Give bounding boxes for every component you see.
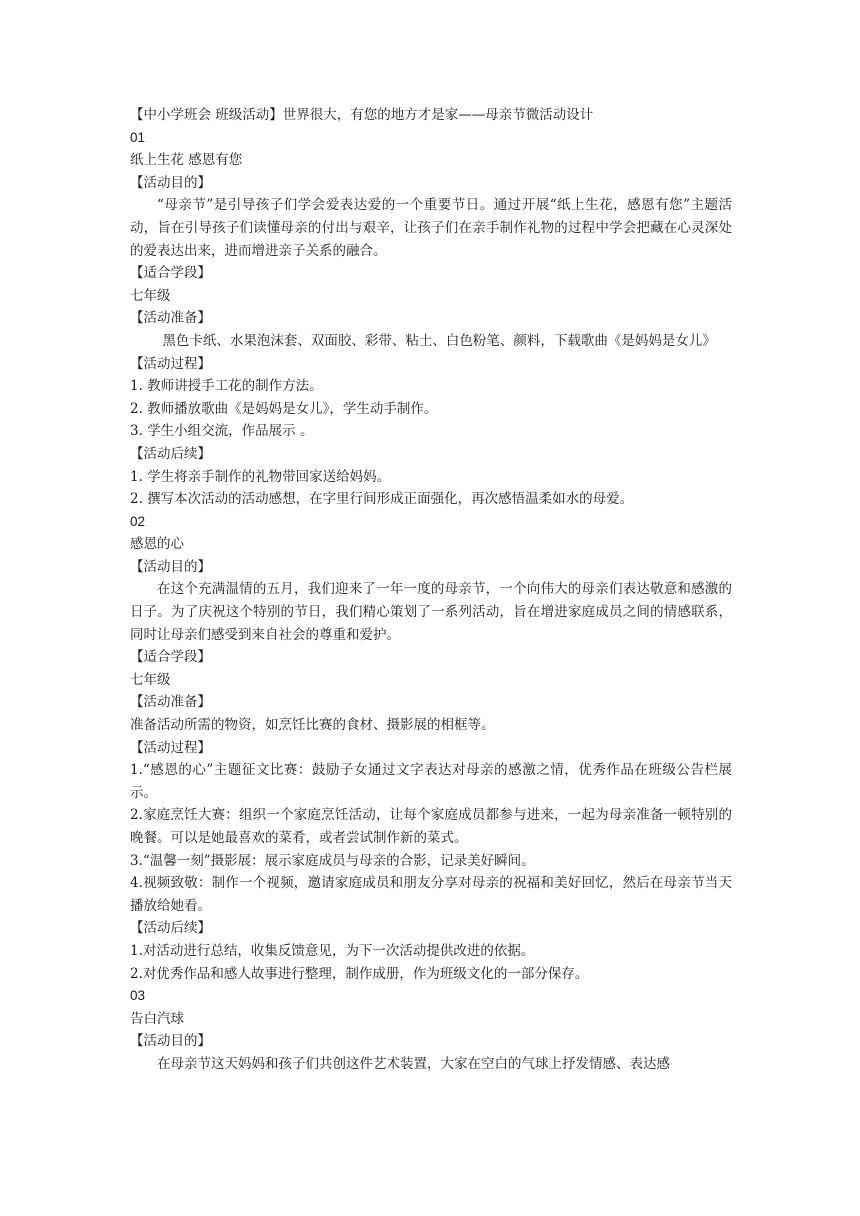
section-title: 纸上生花 感恩有您 — [130, 152, 243, 169]
followup-item: 1. 学生将亲手制作的礼物带回家送给妈妈。 — [130, 468, 391, 485]
process-item: 2.家庭烹饪大赛：组织一个家庭烹饪活动，让每个家庭成员都参与进来，一起为母亲准备一顿特别的晚餐。可以是她最喜欢的菜肴，或者尝试制作新的菜式。 — [130, 807, 732, 846]
followup-item: 1.对活动进行总结，收集反馈意见，为下一次活动提供改进的依据。 — [130, 942, 535, 959]
followup-heading: 【活动后续】 — [130, 920, 211, 937]
prep-heading: 【活动准备】 — [130, 694, 211, 711]
section-number: 03 — [130, 988, 146, 1004]
prep-paragraph: 准备活动所需的物资，如烹饪比赛的食材、摄影展的相框等。 — [130, 717, 495, 734]
prep-heading: 【活动准备】 — [130, 310, 211, 327]
process-item: 2. 教师播放歌曲《是妈妈是女儿》，学生动手制作。 — [130, 400, 438, 417]
stage-value: 七年级 — [130, 671, 171, 688]
stage-heading: 【适合学段】 — [130, 265, 211, 282]
section-number: 02 — [130, 513, 146, 529]
followup-heading: 【活动后续】 — [130, 445, 211, 462]
process-heading: 【活动过程】 — [130, 739, 211, 756]
section-number: 01 — [130, 129, 146, 145]
followup-item: 2. 撰写本次活动的活动感想，在字里行间形成正面强化，再次感悟温柔如水的母爱。 — [130, 491, 634, 508]
prep-paragraph: 黑色卡纸、水果泡沫套、双面胶、彩带、粘土、白色粉笔、颜料，下载歌曲《是妈妈是女儿》 — [162, 332, 716, 349]
stage-value: 七年级 — [130, 287, 171, 304]
purpose-paragraph: 在这个充满温情的五月，我们迎来了一年一度的母亲节，一个向伟大的母亲们表达敬意和感激的日子。为了庆祝这个特别的节日，我们精心策划了一系列活动，旨在增进家庭成员之间的情感联系，同时让母亲们感受到来自社会的尊重和爱护。 — [130, 581, 732, 643]
process-item: 1. 教师讲授手工花的制作方法。 — [130, 378, 323, 395]
followup-item: 2.对优秀作品和感人故事进行整理，制作成册，作为班级文化的一部分保存。 — [130, 965, 589, 982]
document-title: 【中小学班会 班级活动】世界很大，有您的地方才是家——母亲节微活动设计 — [130, 107, 594, 123]
purpose-paragraph: 在母亲节这天妈妈和孩子们共创这件艺术装置，大家在空白的气球上抒发情感、表达感 — [157, 1055, 670, 1072]
purpose-heading: 【活动目的】 — [130, 558, 211, 575]
process-item: 3.“温馨一刻”摄影展：展示家庭成员与母亲的合影，记录美好瞬间。 — [130, 852, 535, 869]
process-item: 4.视频致敬：制作一个视频，邀请家庭成员和朋友分享对母亲的祝福和美好回忆，然后在母亲节当天播放给她看。 — [130, 875, 732, 914]
section-title: 感恩的心 — [130, 536, 184, 553]
document-page — [130, 104, 732, 1076]
stage-heading: 【适合学段】 — [130, 649, 211, 666]
purpose-paragraph: “母亲节”是引导孩子们学会爱表达爱的一个重要节日。通过开展“纸上生花，感恩有您”主题活动，旨在引导孩子们读懂母亲的付出与艰辛，让孩子们在亲手制作礼物的过程中学会把藏在心灵深处的爱表达出来，进而增进亲子关系的融合。 — [130, 197, 732, 259]
purpose-heading: 【活动目的】 — [130, 1033, 211, 1050]
process-item: 3. 学生小组交流，作品展示 。 — [130, 423, 314, 440]
purpose-heading: 【活动目的】 — [130, 174, 211, 191]
process-item: 1.“感恩的心”主题征文比赛：鼓励子女通过文字表达对母亲的感激之情，优秀作品在班级公告栏展示。 — [130, 762, 732, 801]
section-title: 告白汽球 — [130, 1010, 184, 1027]
process-heading: 【活动过程】 — [130, 355, 211, 372]
